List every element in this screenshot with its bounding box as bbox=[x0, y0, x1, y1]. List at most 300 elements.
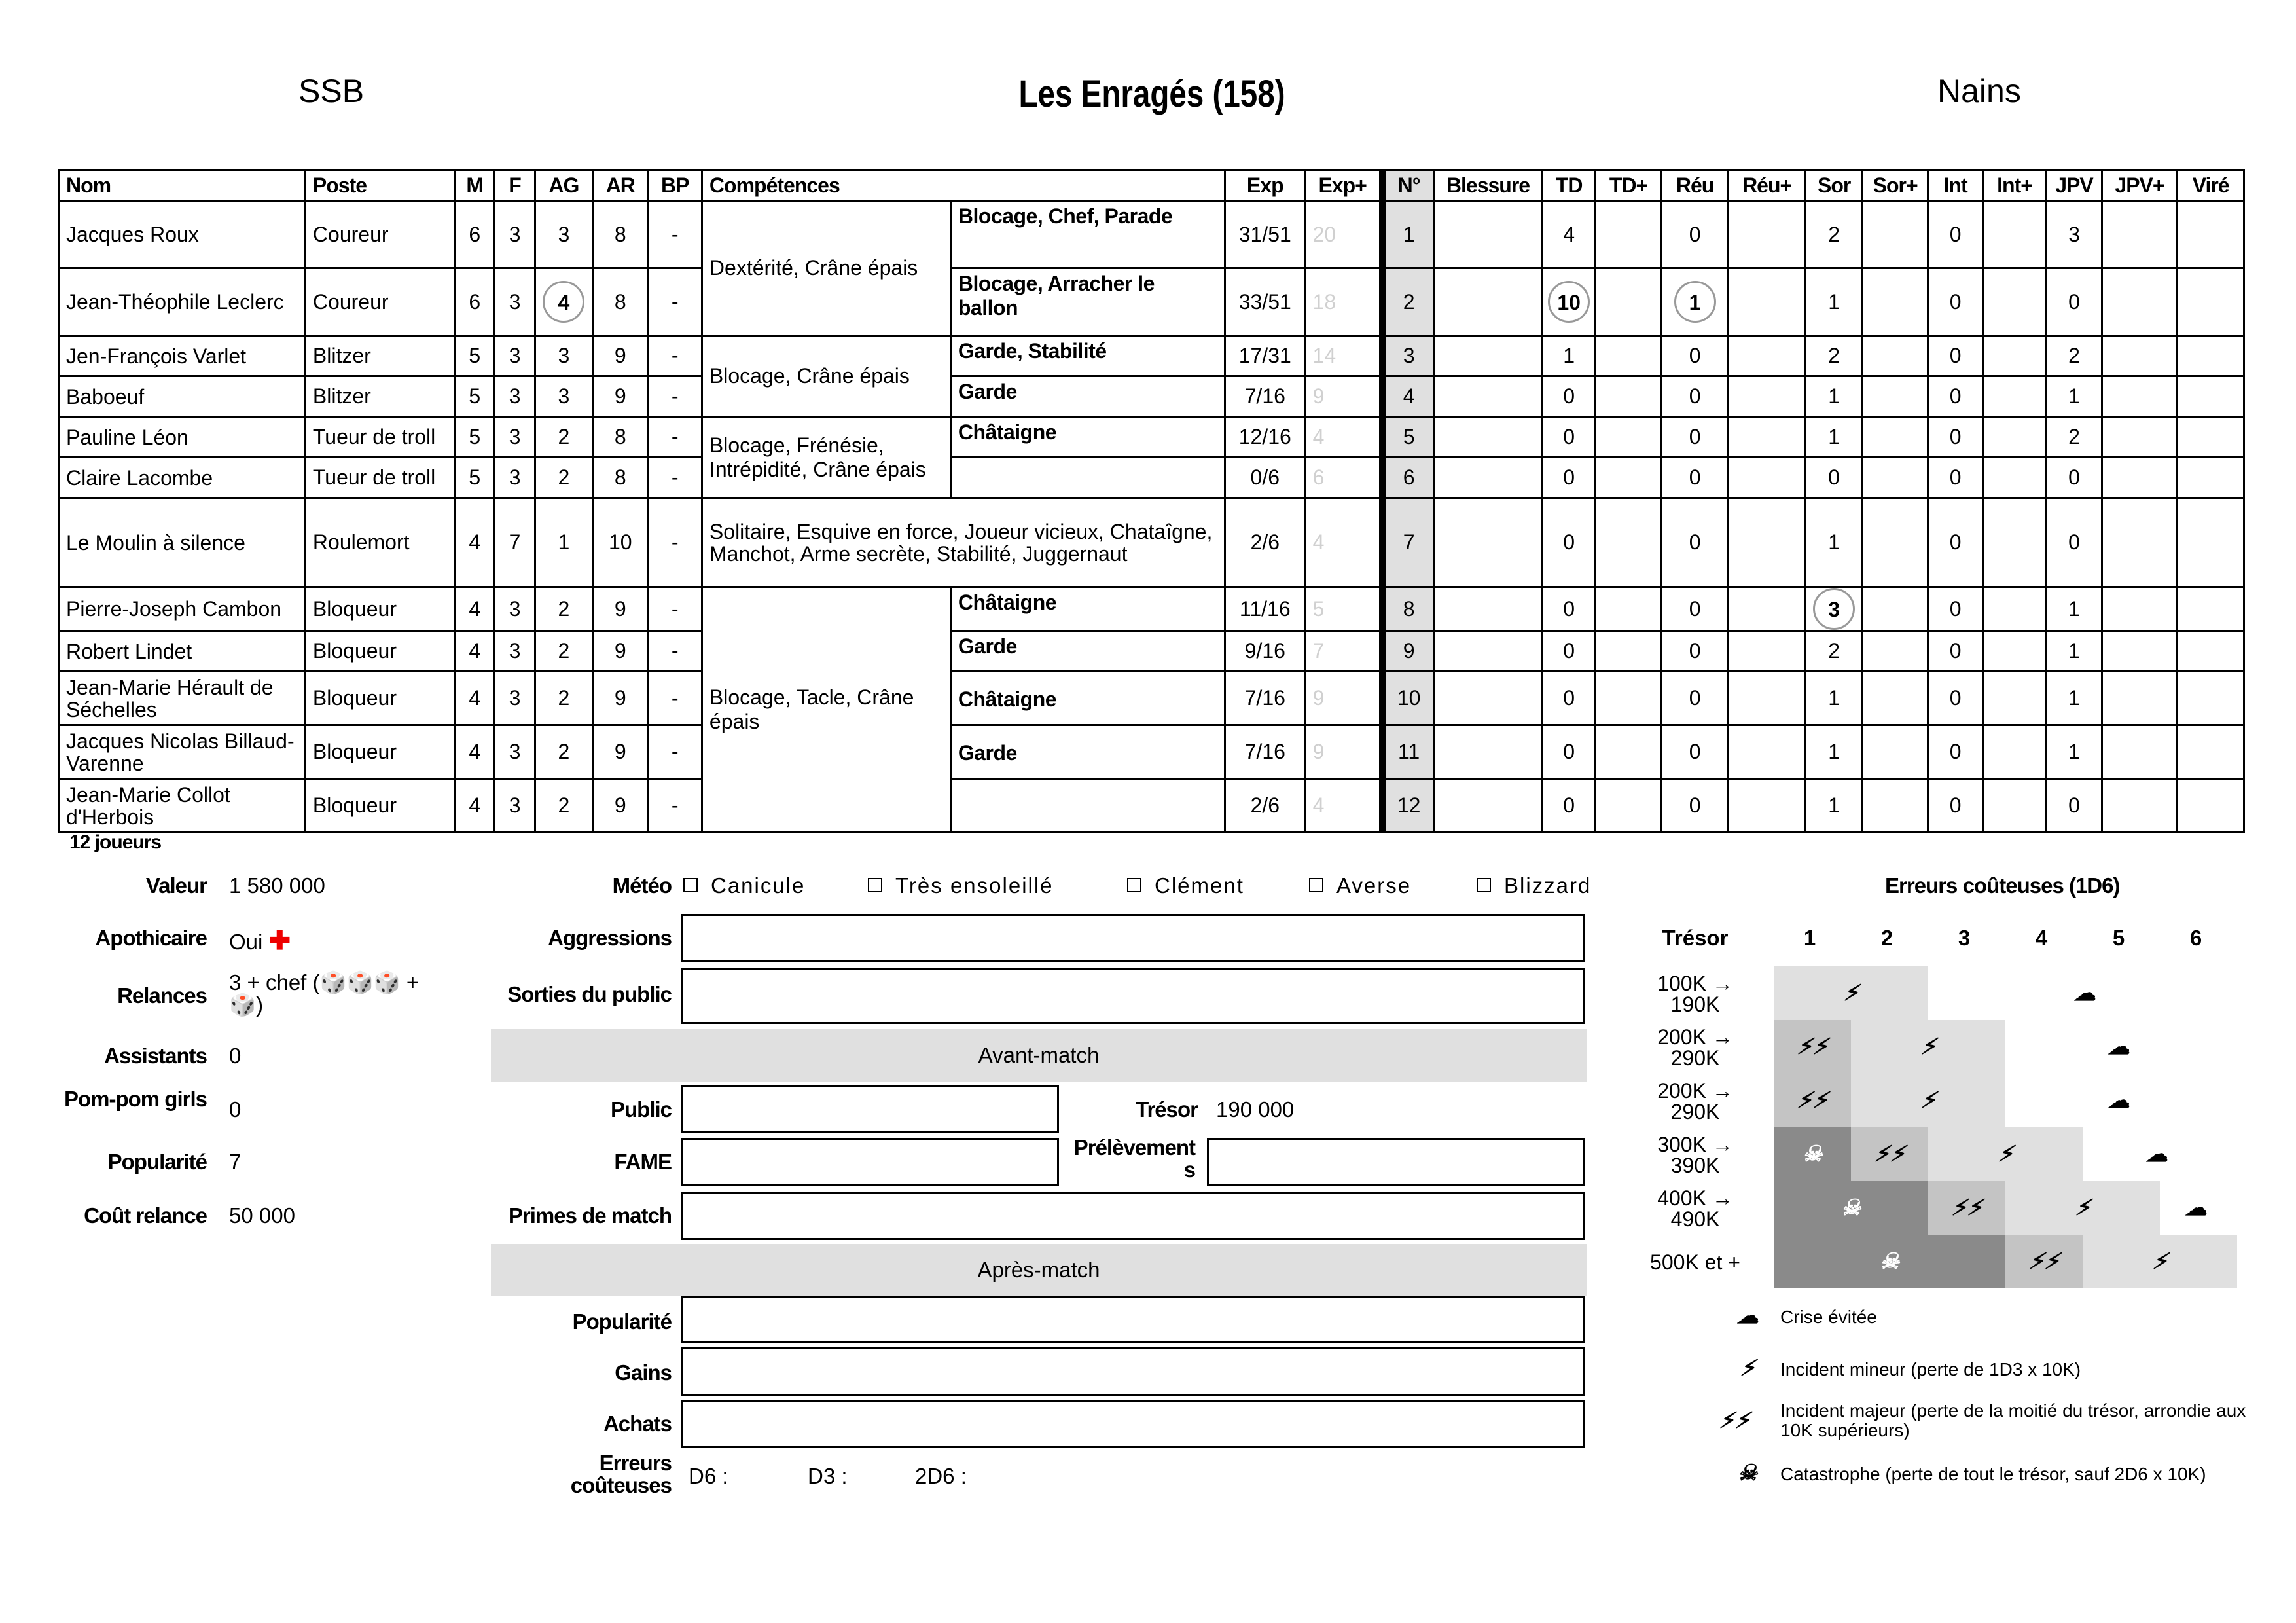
stat-f: 3 bbox=[495, 725, 535, 779]
sor-plus-cell[interactable] bbox=[1862, 268, 1928, 336]
stat-jpv: 2 bbox=[2047, 336, 2102, 376]
stat-exp-plus: 18 bbox=[1305, 268, 1382, 336]
col-ag: AG bbox=[535, 170, 592, 201]
int-plus-cell[interactable] bbox=[1982, 498, 2046, 587]
checkbox[interactable] bbox=[683, 878, 698, 892]
extra-skills: Garde bbox=[950, 376, 1225, 417]
stat-f: 3 bbox=[495, 376, 535, 417]
stat-td: 0 bbox=[1543, 587, 1595, 631]
blessure-cell[interactable] bbox=[1433, 779, 1543, 833]
double-lightning-icon: ⚡︎⚡︎ bbox=[1774, 1020, 1851, 1074]
primes-field[interactable] bbox=[681, 1192, 1585, 1240]
stat-ag: 3 bbox=[535, 376, 592, 417]
stat-sor: 1 bbox=[1806, 779, 1862, 833]
player-name: Jean-Marie Hérault de Séchelles bbox=[59, 672, 306, 725]
stat-reu: 0 bbox=[1662, 498, 1729, 587]
stat-bp: - bbox=[648, 417, 702, 458]
td-plus-cell[interactable] bbox=[1595, 417, 1662, 458]
extra-skills: Blocage, Chef, Parade bbox=[950, 201, 1225, 268]
int-plus-cell[interactable] bbox=[1982, 201, 2046, 268]
valeur-value: 1 580 000 bbox=[229, 873, 325, 898]
stat-td: 4 bbox=[1543, 201, 1595, 268]
checkbox[interactable] bbox=[1309, 878, 1323, 892]
cloud-icon: ☁︎ bbox=[2185, 1195, 2207, 1220]
td-plus-cell[interactable] bbox=[1595, 725, 1662, 779]
meteo-option-tres-ensoleille[interactable] bbox=[868, 873, 1054, 898]
stat-ag: 2 bbox=[535, 779, 592, 833]
stat-bp: - bbox=[648, 458, 702, 498]
header-left: SSB bbox=[298, 73, 365, 109]
player-poste: Blitzer bbox=[305, 376, 454, 417]
tresor-label: Trésor bbox=[1136, 1097, 1198, 1122]
stat-td: 0 bbox=[1543, 417, 1595, 458]
stat-int: 0 bbox=[1928, 458, 1982, 498]
public-field[interactable] bbox=[681, 1085, 1059, 1133]
stat-bp: - bbox=[648, 672, 702, 725]
stat-reu: 0 bbox=[1662, 417, 1729, 458]
col-td: TD bbox=[1543, 170, 1595, 201]
table-row bbox=[59, 268, 2244, 336]
stat-sor: 0 bbox=[1806, 458, 1862, 498]
blessure-cell[interactable] bbox=[1433, 417, 1543, 458]
col-td-plus: TD+ bbox=[1595, 170, 1662, 201]
sorties-field[interactable] bbox=[681, 968, 1585, 1024]
cloud-icon: ☁︎ bbox=[2073, 981, 2096, 1006]
player-poste: Coureur bbox=[305, 201, 454, 268]
stat-int: 0 bbox=[1928, 779, 1982, 833]
vire-cell[interactable] bbox=[2178, 631, 2244, 672]
stat-jpv: 1 bbox=[2047, 725, 2102, 779]
stat-sor: 1 bbox=[1806, 417, 1862, 458]
cout-relance-value: 50 000 bbox=[229, 1203, 295, 1228]
reu-plus-cell[interactable] bbox=[1728, 458, 1806, 498]
stat-exp-plus: 4 bbox=[1305, 498, 1382, 587]
vire-cell[interactable] bbox=[2178, 779, 2244, 833]
player-number: 5 bbox=[1382, 417, 1433, 458]
player-poste: Tueur de troll bbox=[305, 458, 454, 498]
stat-exp: 7/16 bbox=[1225, 725, 1305, 779]
stat-jpv: 2 bbox=[2047, 417, 2102, 458]
stat-reu: 0 bbox=[1662, 336, 1729, 376]
stat-m: 6 bbox=[455, 268, 495, 336]
vire-cell[interactable] bbox=[2178, 587, 2244, 631]
meteo-option-label: Canicule bbox=[711, 873, 806, 898]
lightning-icon: ⚡︎ bbox=[2083, 1235, 2237, 1288]
col-jpv: JPV bbox=[2047, 170, 2102, 201]
stat-sor: 2 bbox=[1806, 336, 1862, 376]
col-competences: Compétences bbox=[702, 170, 1225, 201]
td-plus-cell[interactable] bbox=[1595, 376, 1662, 417]
stat-exp: 7/16 bbox=[1225, 672, 1305, 725]
vire-cell[interactable] bbox=[2178, 201, 2244, 268]
tresor-value: 190 000 bbox=[1216, 1097, 1295, 1122]
blessure-cell[interactable] bbox=[1433, 458, 1543, 498]
stat-ag: 2 bbox=[535, 417, 592, 458]
vire-cell[interactable] bbox=[2178, 458, 2244, 498]
stat-ar: 9 bbox=[593, 336, 648, 376]
stat-reu: 0 bbox=[1662, 201, 1729, 268]
popularite-label: Popularité bbox=[107, 1150, 207, 1174]
apres-match-band: Après-match bbox=[491, 1244, 1587, 1296]
int-plus-cell[interactable] bbox=[1982, 268, 2046, 336]
stat-jpv: 1 bbox=[2047, 587, 2102, 631]
stat-jpv: 1 bbox=[2047, 672, 2102, 725]
vire-cell[interactable] bbox=[2178, 336, 2244, 376]
stat-m: 4 bbox=[455, 672, 495, 725]
player-number: 12 bbox=[1382, 779, 1433, 833]
double-lightning-icon: ⚡︎⚡︎ bbox=[2005, 1235, 2083, 1288]
td-plus-cell[interactable] bbox=[1595, 587, 1662, 631]
cout-relance-label: Coût relance bbox=[84, 1203, 207, 1228]
stat-jpv: 0 bbox=[2047, 498, 2102, 587]
col-ar: AR bbox=[593, 170, 648, 201]
stat-jpv: 3 bbox=[2047, 201, 2102, 268]
lightning-icon: ⚡︎ bbox=[1851, 1020, 2005, 1074]
competences-group: Solitaire, Esquive en force, Joueur vicieux, Chataîgne, Manchot, Arme secrète, Stabilité, Juggernaut bbox=[702, 498, 1225, 587]
stat-bp: - bbox=[648, 268, 702, 336]
popularite-field[interactable] bbox=[681, 1296, 1585, 1343]
stat-reu: 0 bbox=[1662, 631, 1729, 672]
stat-bp: - bbox=[648, 336, 702, 376]
pompom-label: Pom-pom girls bbox=[63, 1087, 207, 1111]
jpv-plus-cell[interactable] bbox=[2102, 779, 2178, 833]
stat-int: 0 bbox=[1928, 725, 1982, 779]
prelevements-label: Prélèvement s bbox=[1073, 1135, 1195, 1182]
td-plus-cell[interactable] bbox=[1595, 336, 1662, 376]
stat-reu: 0 bbox=[1662, 458, 1729, 498]
int-plus-cell[interactable] bbox=[1982, 725, 2046, 779]
sor-plus-cell[interactable] bbox=[1862, 498, 1928, 587]
col-nom: Nom bbox=[59, 170, 306, 201]
checkbox[interactable] bbox=[868, 878, 882, 892]
stat-exp-plus: 6 bbox=[1305, 458, 1382, 498]
assistants-value: 0 bbox=[229, 1044, 242, 1068]
meteo-option-label: Très ensoleillé bbox=[895, 873, 1054, 898]
jpv-plus-cell[interactable] bbox=[2102, 376, 2178, 417]
int-plus-cell[interactable] bbox=[1982, 458, 2046, 498]
sor-plus-cell[interactable] bbox=[1862, 336, 1928, 376]
reu-plus-cell[interactable] bbox=[1728, 672, 1806, 725]
extra-skills bbox=[950, 779, 1225, 833]
aggressions-label: Aggressions bbox=[548, 926, 672, 950]
achats-field[interactable] bbox=[681, 1400, 1585, 1448]
table-row bbox=[59, 672, 2244, 725]
reu-plus-cell[interactable] bbox=[1728, 631, 1806, 672]
col-bp: BP bbox=[648, 170, 702, 201]
reu-plus-cell[interactable] bbox=[1728, 417, 1806, 458]
player-poste: Bloqueur bbox=[305, 631, 454, 672]
stat-exp: 31/51 bbox=[1225, 201, 1305, 268]
blessure-cell[interactable] bbox=[1433, 498, 1543, 587]
blessure-cell[interactable] bbox=[1433, 201, 1543, 268]
table-row bbox=[59, 201, 2244, 268]
int-plus-cell[interactable] bbox=[1982, 672, 2046, 725]
stat-ar: 8 bbox=[593, 417, 648, 458]
prelevements-field[interactable] bbox=[1207, 1138, 1585, 1186]
stat-exp: 2/6 bbox=[1225, 779, 1305, 833]
stat-jpv: 1 bbox=[2047, 631, 2102, 672]
stat-ar: 8 bbox=[593, 201, 648, 268]
td-plus-cell[interactable] bbox=[1595, 631, 1662, 672]
jpv-plus-cell[interactable] bbox=[2102, 498, 2178, 587]
stat-ag: 2 bbox=[535, 587, 592, 631]
meteo-option-averse[interactable] bbox=[1309, 873, 1411, 898]
blessure-cell[interactable] bbox=[1433, 672, 1543, 725]
extra-skills bbox=[950, 458, 1225, 498]
cloud-icon: ☁︎ bbox=[2108, 1034, 2130, 1059]
vire-cell[interactable] bbox=[2178, 498, 2244, 587]
stat-f: 3 bbox=[495, 631, 535, 672]
meteo-option-canicule[interactable] bbox=[683, 873, 805, 898]
checkbox[interactable] bbox=[1127, 878, 1141, 892]
stat-exp: 33/51 bbox=[1225, 268, 1305, 336]
stat-ar: 9 bbox=[593, 376, 648, 417]
jpv-plus-cell[interactable] bbox=[2102, 268, 2178, 336]
meteo-option-clement[interactable] bbox=[1127, 873, 1244, 898]
extra-skills: Châtaigne bbox=[950, 672, 1225, 725]
reu-plus-cell[interactable] bbox=[1728, 336, 1806, 376]
stat-sor: 1 bbox=[1806, 268, 1862, 336]
stat-f: 3 bbox=[495, 417, 535, 458]
stat-ag: 2 bbox=[535, 631, 592, 672]
cloud-icon: ☁︎ bbox=[2145, 1142, 2168, 1167]
stat-m: 5 bbox=[455, 376, 495, 417]
player-number: 1 bbox=[1382, 201, 1433, 268]
achats-label: Achats bbox=[603, 1412, 672, 1436]
stat-int: 0 bbox=[1928, 376, 1982, 417]
stat-int: 0 bbox=[1928, 417, 1982, 458]
stat-exp: 12/16 bbox=[1225, 417, 1305, 458]
stat-sor: 2 bbox=[1806, 201, 1862, 268]
td-plus-cell[interactable] bbox=[1595, 201, 1662, 268]
sor-plus-cell[interactable] bbox=[1862, 779, 1928, 833]
sor-plus-cell[interactable] bbox=[1862, 376, 1928, 417]
stat-int: 0 bbox=[1928, 631, 1982, 672]
meteo-option-label: Blizzard bbox=[1504, 873, 1592, 898]
int-plus-cell[interactable] bbox=[1982, 417, 2046, 458]
blessure-cell[interactable] bbox=[1433, 631, 1543, 672]
vire-cell[interactable] bbox=[2178, 417, 2244, 458]
reu-plus-cell[interactable] bbox=[1728, 725, 1806, 779]
sor-plus-cell[interactable] bbox=[1862, 631, 1928, 672]
meteo-option-label: Clément bbox=[1155, 873, 1244, 898]
stat-exp: 11/16 bbox=[1225, 587, 1305, 631]
sor-plus-cell[interactable] bbox=[1862, 417, 1928, 458]
td-plus-cell[interactable] bbox=[1595, 672, 1662, 725]
stat-td: 0 bbox=[1543, 672, 1595, 725]
stat-ar: 9 bbox=[593, 631, 648, 672]
skull-icon: ☠ bbox=[1774, 1181, 1928, 1235]
stat-ag: 2 bbox=[535, 672, 592, 725]
jpv-plus-cell[interactable] bbox=[2102, 336, 2178, 376]
legend-text: Incident mineur (perte de 1D3 x 10K) bbox=[1780, 1359, 2081, 1379]
stat-exp: 17/31 bbox=[1225, 336, 1305, 376]
player-number: 11 bbox=[1382, 725, 1433, 779]
stat-m: 5 bbox=[455, 458, 495, 498]
erreurs-couteuses-label: Erreurs coûteuses bbox=[570, 1451, 672, 1497]
td-plus-cell[interactable] bbox=[1595, 458, 1662, 498]
errors-row-label: 500K et + bbox=[1650, 1250, 1740, 1274]
td-plus-cell[interactable] bbox=[1595, 498, 1662, 587]
player-number: 4 bbox=[1382, 376, 1433, 417]
stat-reu-circled: 1 bbox=[1674, 281, 1716, 323]
vire-cell[interactable] bbox=[2178, 268, 2244, 336]
int-plus-cell[interactable] bbox=[1982, 336, 2046, 376]
errors-row-label: 200K → 290K bbox=[1657, 1025, 1733, 1070]
table-row bbox=[59, 376, 2244, 417]
stat-ag-circled: 4 bbox=[543, 281, 584, 323]
reu-plus-cell[interactable] bbox=[1728, 268, 1806, 336]
meteo-option-blizzard[interactable] bbox=[1477, 873, 1591, 898]
stat-reu-cell bbox=[1662, 268, 1729, 336]
reu-plus-cell[interactable] bbox=[1728, 498, 1806, 587]
errors-col-4: 4 bbox=[2035, 926, 2048, 950]
sor-plus-cell[interactable] bbox=[1862, 458, 1928, 498]
stat-f: 7 bbox=[495, 498, 535, 587]
blessure-cell[interactable] bbox=[1433, 336, 1543, 376]
stat-ag: 2 bbox=[535, 725, 592, 779]
stat-sor: 1 bbox=[1806, 376, 1862, 417]
player-name: Pauline Léon bbox=[59, 417, 306, 458]
int-plus-cell[interactable] bbox=[1982, 779, 2046, 833]
td-plus-cell[interactable] bbox=[1595, 268, 1662, 336]
jpv-plus-cell[interactable] bbox=[2102, 587, 2178, 631]
stat-f: 3 bbox=[495, 268, 535, 336]
lightning-icon: ⚡︎ bbox=[2005, 1181, 2160, 1235]
stat-f: 3 bbox=[495, 201, 535, 268]
jpv-plus-cell[interactable] bbox=[2102, 417, 2178, 458]
skull-icon: ☠ bbox=[1774, 1127, 1851, 1181]
reu-plus-cell[interactable] bbox=[1728, 587, 1806, 631]
apothicaire-text: Oui bbox=[229, 930, 263, 954]
stat-f: 3 bbox=[495, 587, 535, 631]
pompom-value: 0 bbox=[229, 1097, 242, 1122]
stat-exp-plus: 5 bbox=[1305, 587, 1382, 631]
stat-ar: 9 bbox=[593, 725, 648, 779]
stat-td: 0 bbox=[1543, 631, 1595, 672]
stat-reu: 0 bbox=[1662, 672, 1729, 725]
stat-int: 0 bbox=[1928, 672, 1982, 725]
stat-td: 0 bbox=[1543, 458, 1595, 498]
blessure-cell[interactable] bbox=[1433, 268, 1543, 336]
jpv-plus-cell[interactable] bbox=[2102, 631, 2178, 672]
table-row bbox=[59, 417, 2244, 458]
stat-ag: 2 bbox=[535, 458, 592, 498]
stat-td-circled: 10 bbox=[1548, 281, 1590, 323]
meteo-label: Météo bbox=[612, 873, 672, 898]
stat-f: 3 bbox=[495, 336, 535, 376]
col-poste: Poste bbox=[305, 170, 454, 201]
errors-col-1: 1 bbox=[1803, 926, 1816, 950]
player-name: Jen-François Varlet bbox=[59, 336, 306, 376]
stat-exp-plus: 9 bbox=[1305, 376, 1382, 417]
col-sor-plus: Sor+ bbox=[1862, 170, 1928, 201]
reu-plus-cell[interactable] bbox=[1728, 779, 1806, 833]
player-name: Claire Lacombe bbox=[59, 458, 306, 498]
jpv-plus-cell[interactable] bbox=[2102, 672, 2178, 725]
sor-plus-cell[interactable] bbox=[1862, 725, 1928, 779]
jpv-plus-cell[interactable] bbox=[2102, 201, 2178, 268]
player-name: Pierre-Joseph Cambon bbox=[59, 587, 306, 631]
stat-int: 0 bbox=[1928, 587, 1982, 631]
jpv-plus-cell[interactable] bbox=[2102, 458, 2178, 498]
int-plus-cell[interactable] bbox=[1982, 631, 2046, 672]
legend-text: Catastrophe (perte de tout le trésor, sauf 2D6 x 10K) bbox=[1780, 1464, 2206, 1484]
table-row bbox=[59, 458, 2244, 498]
sor-plus-cell[interactable] bbox=[1862, 587, 1928, 631]
sor-plus-cell[interactable] bbox=[1862, 672, 1928, 725]
blessure-cell[interactable] bbox=[1433, 376, 1543, 417]
stat-m: 6 bbox=[455, 201, 495, 268]
stat-ar: 9 bbox=[593, 587, 648, 631]
stat-m: 4 bbox=[455, 587, 495, 631]
red-cross-icon: ✚ bbox=[268, 926, 291, 955]
player-number: 3 bbox=[1382, 336, 1433, 376]
col-f: F bbox=[495, 170, 535, 201]
jpv-plus-cell[interactable] bbox=[2102, 725, 2178, 779]
player-poste: Bloqueur bbox=[305, 672, 454, 725]
valeur-label: Valeur bbox=[145, 873, 207, 898]
double-lightning-icon: ⚡︎⚡︎ bbox=[1719, 1408, 1750, 1433]
blessure-cell[interactable] bbox=[1433, 725, 1543, 779]
stat-exp: 7/16 bbox=[1225, 376, 1305, 417]
int-plus-cell[interactable] bbox=[1982, 376, 2046, 417]
lightning-icon: ⚡︎ bbox=[1928, 1127, 2083, 1181]
col-int-plus: Int+ bbox=[1982, 170, 2046, 201]
errors-row-label: 400K → 490K bbox=[1657, 1186, 1733, 1231]
reu-plus-cell[interactable] bbox=[1728, 376, 1806, 417]
popularite-match-label: Popularité bbox=[572, 1309, 672, 1334]
aggressions-field[interactable] bbox=[681, 914, 1585, 962]
page-title: Les Enragés (158) bbox=[1018, 73, 1285, 115]
stat-exp-plus: 4 bbox=[1305, 779, 1382, 833]
lightning-icon: ⚡︎ bbox=[1774, 966, 1928, 1020]
d3-label: D3 : bbox=[808, 1464, 848, 1488]
player-number: 10 bbox=[1382, 672, 1433, 725]
vire-cell[interactable] bbox=[2178, 376, 2244, 417]
int-plus-cell[interactable] bbox=[1982, 587, 2046, 631]
td-plus-cell[interactable] bbox=[1595, 779, 1662, 833]
errors-col-3: 3 bbox=[1958, 926, 1971, 950]
fame-field[interactable] bbox=[681, 1138, 1059, 1186]
table-row bbox=[59, 631, 2244, 672]
stat-f: 3 bbox=[495, 672, 535, 725]
stat-m: 5 bbox=[455, 417, 495, 458]
col-exp: Exp bbox=[1225, 170, 1305, 201]
checkbox[interactable] bbox=[1477, 878, 1491, 892]
apothicaire-label: Apothicaire bbox=[95, 926, 207, 950]
sor-plus-cell[interactable] bbox=[1862, 201, 1928, 268]
player-number: 7 bbox=[1382, 498, 1433, 587]
vire-cell[interactable] bbox=[2178, 672, 2244, 725]
col-vire: Viré bbox=[2178, 170, 2244, 201]
player-name: Jean-Théophile Leclerc bbox=[59, 268, 306, 336]
stat-exp-plus: 9 bbox=[1305, 725, 1382, 779]
col-reu-plus: Réu+ bbox=[1728, 170, 1806, 201]
meteo-option-label: Averse bbox=[1336, 873, 1412, 898]
competences-group: Dextérité, Crâne épais bbox=[702, 201, 950, 336]
players-count: 12 joueurs bbox=[69, 831, 162, 853]
skull-icon: ☠ bbox=[1774, 1235, 2005, 1288]
col-int: Int bbox=[1928, 170, 1982, 201]
blessure-cell[interactable] bbox=[1433, 587, 1543, 631]
gains-field[interactable] bbox=[681, 1347, 1585, 1396]
vire-cell[interactable] bbox=[2178, 725, 2244, 779]
competences-group: Blocage, Tacle, Crâne épais bbox=[702, 587, 950, 833]
reu-plus-cell[interactable] bbox=[1728, 201, 1806, 268]
stat-td: 1 bbox=[1543, 336, 1595, 376]
assistants-label: Assistants bbox=[104, 1044, 207, 1068]
